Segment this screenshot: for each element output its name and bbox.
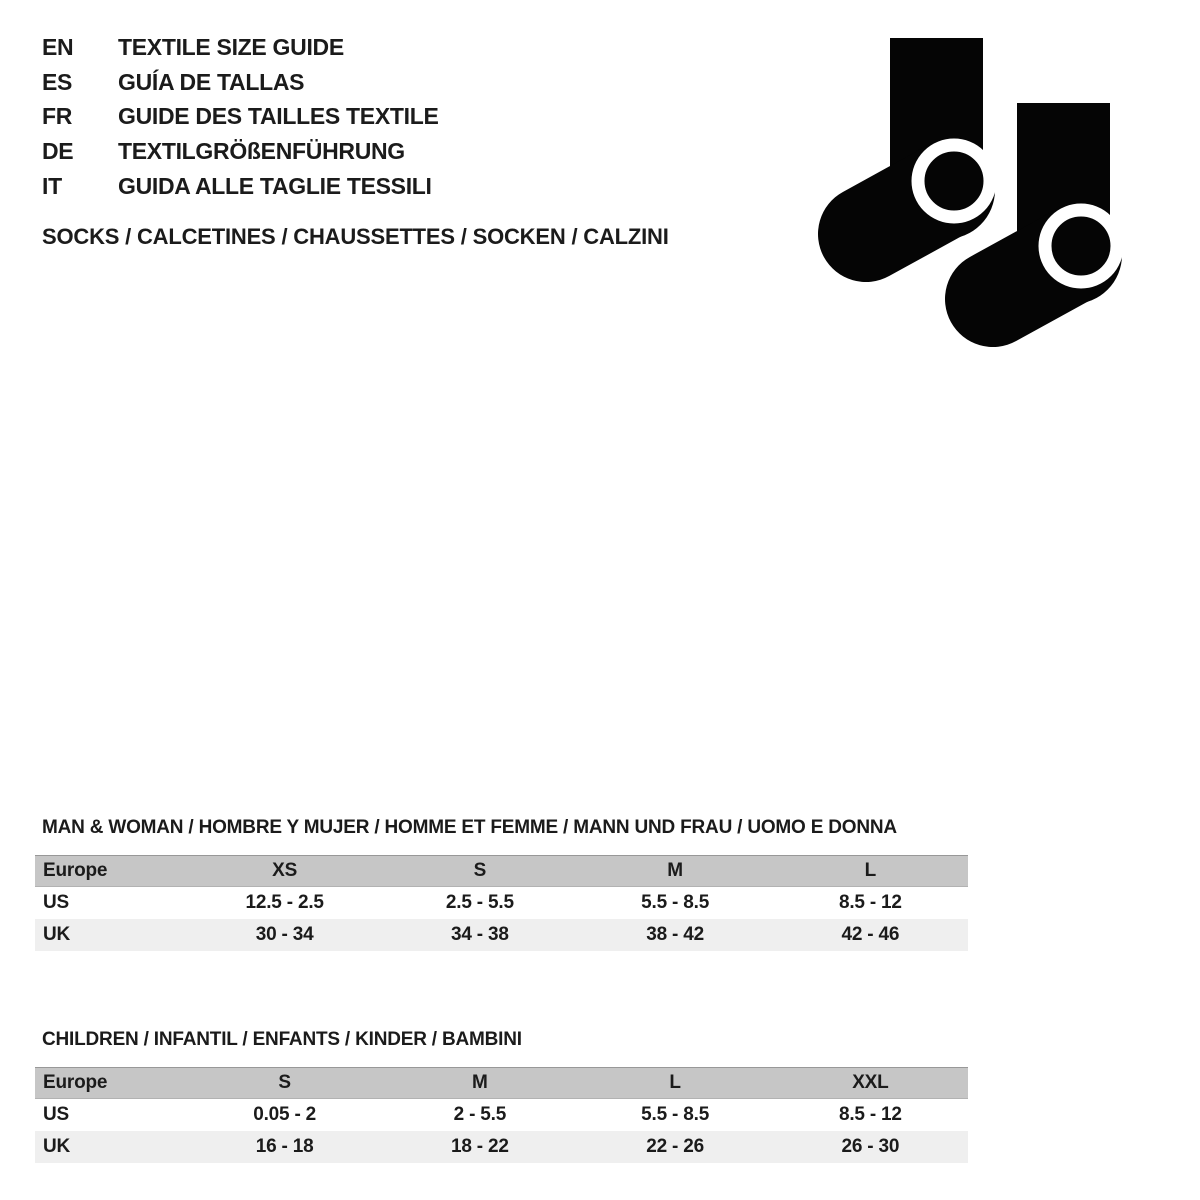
size-value: 0.05 - 2 bbox=[187, 1099, 382, 1131]
region-label: UK bbox=[35, 1131, 187, 1163]
guide-title-de: TEXTILGRÖßENFÜHRUNG bbox=[118, 138, 405, 165]
header-cell-europe: Europe bbox=[35, 1068, 187, 1099]
language-code: ES bbox=[42, 68, 73, 95]
language-code: IT bbox=[42, 173, 62, 200]
socks-icon bbox=[800, 24, 1150, 354]
guide-title-es: GUÍA DE TALLAS bbox=[118, 68, 305, 95]
size-value: 26 - 30 bbox=[773, 1131, 968, 1163]
header-cell-europe: Europe bbox=[35, 856, 187, 887]
region-label: UK bbox=[35, 919, 187, 951]
size-value: 22 - 26 bbox=[578, 1131, 773, 1163]
language-code: EN bbox=[42, 33, 74, 60]
language-row-en bbox=[42, 30, 439, 65]
table-row-us bbox=[35, 887, 968, 919]
language-row-es bbox=[42, 65, 439, 100]
language-row-fr bbox=[42, 100, 439, 135]
header-cell-m: M bbox=[382, 1068, 577, 1099]
guide-title-fr: GUIDE DES TAILLES TEXTILE bbox=[118, 103, 439, 130]
size-value: 5.5 - 8.5 bbox=[578, 887, 773, 919]
sock-right-shape bbox=[993, 103, 1122, 304]
children-size-table bbox=[35, 1067, 968, 1163]
adult-table-title: MAN & WOMAN / HOMBRE Y MUJER / HOMME ET FEMME / MANN UND FRAU / UOMO E DONNA bbox=[42, 817, 897, 838]
size-value: 38 - 42 bbox=[578, 919, 773, 951]
language-code: DE bbox=[42, 138, 74, 165]
size-value: 42 - 46 bbox=[773, 919, 968, 951]
children-table-title: CHILDREN / INFANTIL / ENFANTS / KINDER / BAMBINI bbox=[42, 1029, 522, 1050]
table-row-us bbox=[35, 1099, 968, 1131]
table-row-uk bbox=[35, 1131, 968, 1163]
header-cell-s: S bbox=[187, 1068, 382, 1099]
header-cell-m: M bbox=[578, 856, 773, 887]
adult-header-row bbox=[35, 856, 968, 887]
adult-size-table bbox=[35, 855, 968, 951]
sock-left-shape bbox=[866, 38, 995, 239]
header-cell-l: L bbox=[578, 1068, 773, 1099]
size-value: 5.5 - 8.5 bbox=[578, 1099, 773, 1131]
region-label: US bbox=[35, 1099, 187, 1131]
size-value: 2 - 5.5 bbox=[382, 1099, 577, 1131]
size-value: 8.5 - 12 bbox=[773, 1099, 968, 1131]
size-value: 2.5 - 5.5 bbox=[382, 887, 577, 919]
product-category-line: SOCKS / CALCETINES / CHAUSSETTES / SOCKEN / CALZINI bbox=[42, 224, 669, 249]
size-value: 18 - 22 bbox=[382, 1131, 577, 1163]
size-value: 16 - 18 bbox=[187, 1131, 382, 1163]
guide-title-en: TEXTILE SIZE GUIDE bbox=[118, 33, 344, 60]
header-cell-xxl: XXL bbox=[773, 1068, 968, 1099]
language-code: FR bbox=[42, 103, 73, 130]
language-header bbox=[42, 30, 439, 204]
header-cell-xs: XS bbox=[187, 856, 382, 887]
size-value: 34 - 38 bbox=[382, 919, 577, 951]
children-header-row bbox=[35, 1068, 968, 1099]
language-row-it bbox=[42, 169, 439, 204]
size-value: 8.5 - 12 bbox=[773, 887, 968, 919]
adult-size-section bbox=[35, 818, 968, 951]
header-cell-l: L bbox=[773, 856, 968, 887]
header-cell-s: S bbox=[382, 856, 577, 887]
language-row-de bbox=[42, 134, 439, 169]
region-label: US bbox=[35, 887, 187, 919]
guide-title-it: GUIDA ALLE TAGLIE TESSILI bbox=[118, 173, 432, 200]
children-size-section bbox=[35, 1030, 968, 1163]
size-value: 12.5 - 2.5 bbox=[187, 887, 382, 919]
size-value: 30 - 34 bbox=[187, 919, 382, 951]
table-row-uk bbox=[35, 919, 968, 951]
